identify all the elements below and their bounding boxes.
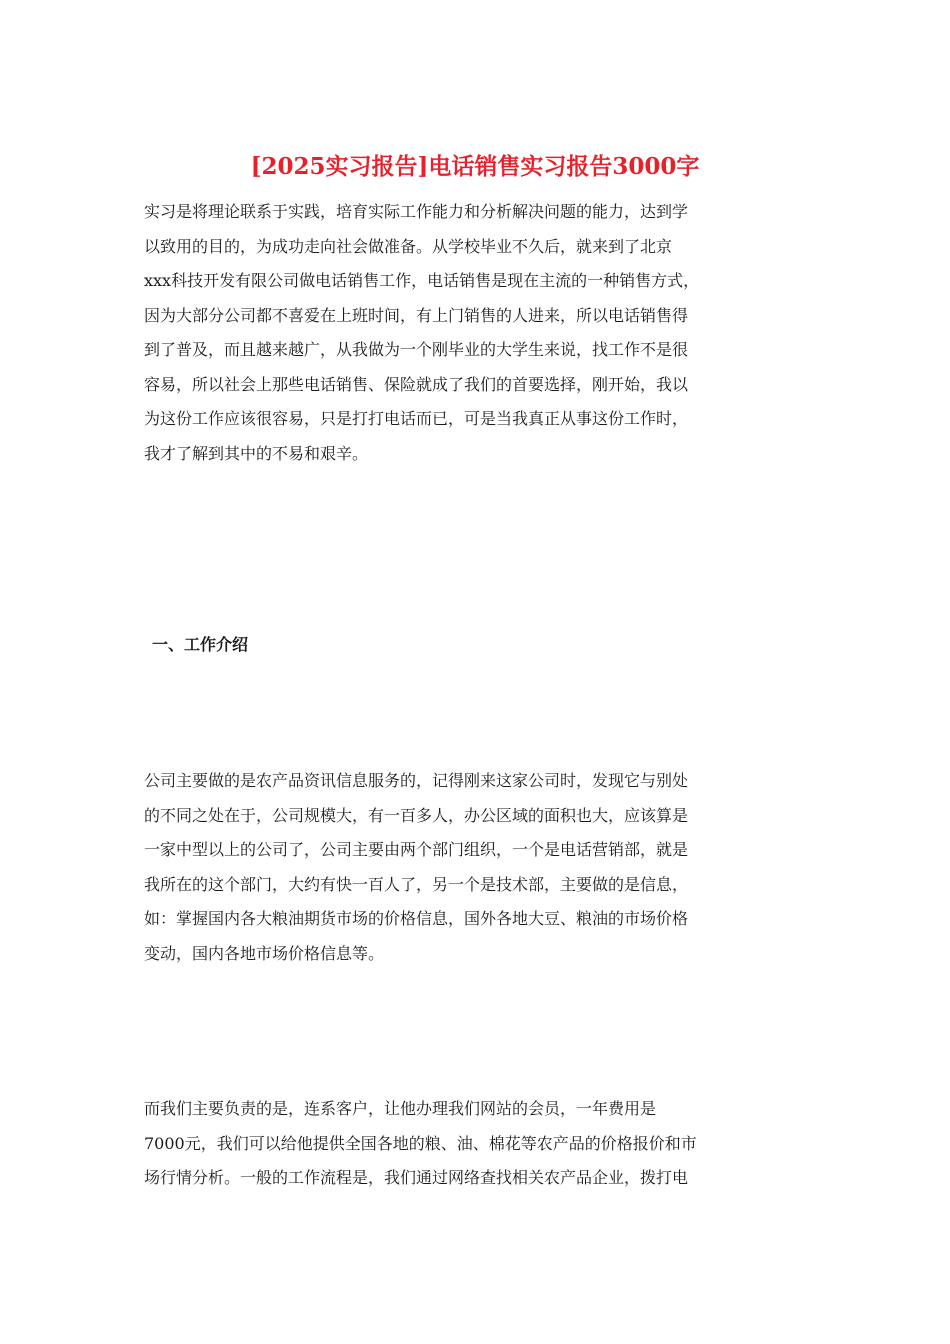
paragraph-line: 7000元，我们可以给他提供全国各地的粮、油、棉花等农产品的价格报价和市 [144, 1133, 697, 1153]
paragraph-line: 公司主要做的是农产品资讯信息服务的，记得刚来这家公司时，发现它与别处 [144, 771, 689, 790]
paragraph-line: 的不同之处在于，公司规模大，有一百多人，办公区域的面积也大，应该算是 [144, 805, 689, 825]
paragraph-line: 因为大部分公司都不喜爱在上班时间，有上门销售的人进来，所以电话销售得 [144, 305, 689, 325]
paragraph-line: xxx科技开发有限公司做电话销售工作，电话销售是现在主流的一种销售方式， [144, 271, 700, 290]
paragraph-line: 我才了解到其中的不易和艰辛。 [144, 443, 369, 463]
paragraph-line: 到了普及，而且越来越广，从我做为一个刚毕业的大学生来说，找工作不是很 [144, 340, 689, 359]
paragraph-intro [144, 195, 809, 471]
section-heading-work-intro: 一、工作介绍 [152, 635, 249, 654]
paragraph-line: 我所在的这个部门，大约有快一百人了，另一个是技术部，主要做的是信息， [144, 874, 689, 894]
document-title: [2025实习报告]电话销售实习报告3000字 [250, 153, 700, 180]
paragraph-line: 为这份工作应该很容易，只是打打电话而已，可是当我真正从事这份工作时， [144, 409, 689, 428]
paragraph-line: 变动，国内各地市场价格信息等。 [144, 943, 385, 963]
paragraph-responsibilities [144, 1092, 809, 1196]
paragraph-line: 一家中型以上的公司了，公司主要由两个部门组织，一个是电话营销部，就是 [144, 840, 689, 859]
paragraph-line: 容易，所以社会上那些电话销售、保险就成了我们的首要选择，刚开始，我以 [144, 374, 689, 394]
paragraph-line: 如：掌握国内各大粮油期货市场的价格信息，国外各地大豆、粮油的市场价格 [144, 909, 689, 928]
paragraph-line: 而我们主要负责的是，连系客户，让他办理我们网站的会员，一年费用是 [144, 1099, 657, 1118]
paragraph-company [144, 764, 809, 971]
paragraph-line: 实习是将理论联系于实践，培育实际工作能力和分析解决问题的能力，达到学 [144, 202, 689, 221]
paragraph-line: 场行情分析。一般的工作流程是，我们通过网络查找相关农产品企业，拨打电 [144, 1168, 689, 1187]
paragraph-line: 以致用的目的，为成功走向社会做准备。从学校毕业不久后，就来到了北京 [144, 236, 673, 256]
